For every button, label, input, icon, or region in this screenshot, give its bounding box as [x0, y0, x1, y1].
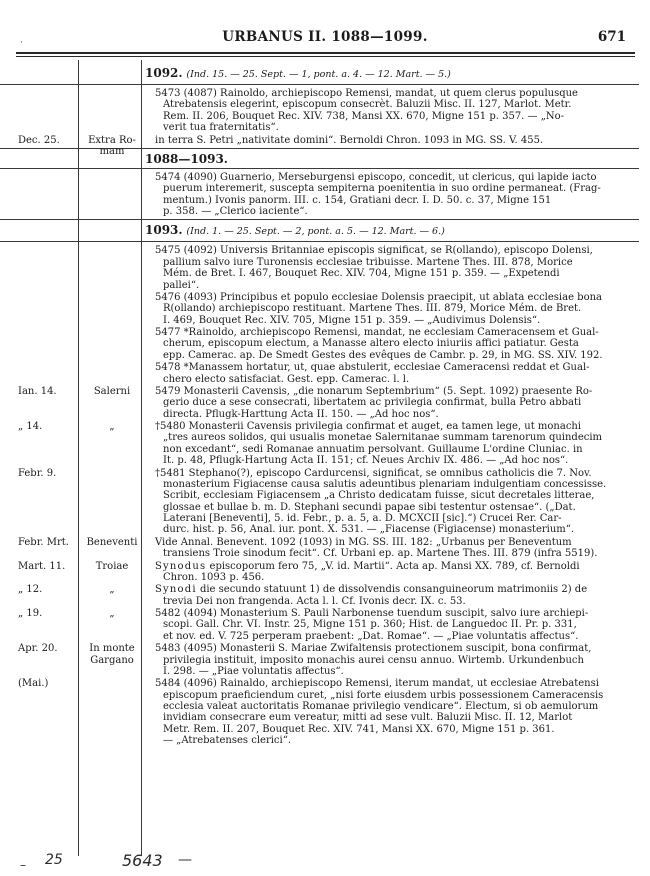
regest-entry [145, 327, 639, 361]
entry-line: chero electo satisfaciat. Gest. epp. Camerac. l. l. [163, 373, 410, 385]
entry-line: R(ollando) archiepiscopo restituant. Martene Thes. III. 879, Morice Mém. de Bret. [163, 303, 582, 315]
margin-place: „ [109, 608, 115, 619]
header-rule-top [16, 52, 635, 54]
entry-line: scopi. Gall. Chr. VI. Instr. 25, Migne 151 p. 360; Hist. de Languedoc II. Pr. p. 331, [163, 619, 577, 631]
entry-line: — „Atrebatenses clerici“. [163, 735, 292, 747]
year-heading [145, 152, 639, 166]
entry-line: †5480 Monasterii Cavensis privilegia confirmat et auget, ea tamen lege, ut monachi [155, 421, 582, 432]
regest-entry [145, 421, 639, 467]
entry-line: invidiam consecrare eum vereatur, mitti ad sese vult. Baluzii Misc. II. 12, Marlot [163, 712, 573, 724]
entry-line: 5478 *Manassem hortatur, ut, quae abstulerit, ecclesiae Cameracensi reddat et Gual- [155, 362, 590, 374]
page-number: 671 [597, 29, 626, 45]
margin-place: Extra Ro- mam [88, 134, 136, 157]
entry-line: monasterium Figiacense causa salutis adeuntibus plenariam indulgentiam concessisse. [163, 478, 607, 490]
year-label: 1093. [145, 223, 183, 238]
margin-date: Dec. 25. [18, 134, 60, 146]
year-heading [145, 66, 639, 82]
handwritten-left-note: 25 [45, 852, 63, 868]
entry-line: I. 298. — „Piae voluntatis affectus“. [163, 665, 344, 677]
entry-line: †5481 Stephano(?), episcopo Cardurcensi, significat, se omnibus catholicis die 7. Nov. [155, 467, 592, 479]
regest-entry [145, 362, 639, 385]
regest-entry [145, 386, 639, 420]
margin-date: Apr. 20. [18, 643, 58, 655]
regest-entry [145, 584, 639, 607]
margin-place: „ [109, 584, 115, 596]
entry-line: directa. Pflugk-Harttung Acta II. 150. — „Ad hoc nos“. [163, 408, 439, 420]
margin-place: „ [109, 421, 115, 432]
column-divider-place [141, 60, 142, 856]
entry-line: Mém. de Bret. I. 467, Bouquet Rec. XIV. 704, Migne 151 p. 359. — „Expetendi [163, 268, 560, 280]
entry-line: in terra S. Petri „nativitate domini“. Bernoldi Chron. 1093 in MG. SS. V. 455. [155, 134, 544, 146]
regest-entry [145, 537, 639, 560]
entry-line: epp. Camerac. ap. De Smedt Gestes des evêques de Cambr. p. 29, in MG. SS. XIV. 192. [163, 349, 603, 361]
entry-line: Atrebatensis elegerint, episcopum consecrèt. Baluzii Misc. II. 127, Marlot. Metr. [163, 99, 572, 111]
margin-dot-mark: · [20, 38, 23, 48]
entry-line: I. 469, Bouquet Rec. XIV. 705, Migne 151 p. 359. — „Audivimus Dolensis“. [163, 314, 541, 326]
entry-line: mentum.) Ivonis panorm. III. c. 154, Gratiani decr. I. D. 50. c. 37, Migne 151 [163, 194, 552, 206]
entry-line-text: die secundo statuunt 1) de dissolvendis consanguineorum matrimoniis 2) de [196, 584, 588, 596]
year-label: 1092. [145, 66, 183, 80]
handwritten-dash: — [178, 852, 192, 868]
entry-line: Metr. Rem. II. 207, Bouquet Rec. XIV. 741, Mansi XX. 670, Migne 151 p. 361. [163, 723, 555, 735]
year-indiction-meta: (Ind. 1. — 25. Sept. — 2, pont. a. 5. — 12. Mart. — 6.) [186, 226, 445, 238]
margin-place: Salerni [93, 385, 131, 397]
margin-place: Troiae [95, 560, 129, 572]
year-indiction-meta: (Ind. 15. — 25. Sept. — 1, pont. a. 4. — 12. Mart. — 5.) [186, 69, 451, 80]
year-heading [145, 223, 639, 239]
entry-line: episcopum praeficiendum curet, „nisi forte eiusdem urbis possessionem Cameracensis [163, 689, 604, 701]
margin-date: Mart. 11. [18, 560, 66, 572]
entry-line: pallei“. [163, 279, 200, 291]
entry-line: 5482 (4094) Monasterium S. Pauli Narbonense tuendum suscipit, salvo iure archiepi- [155, 608, 589, 619]
synod-label: Synodus [155, 560, 207, 572]
entry-line: trevia Dei non frangenda. Acta l. l. Cf. Ivonis decr. IX. c. 53. [163, 595, 466, 607]
entry-line: verit tua fraternitatis“. [163, 122, 279, 134]
year-heading-rule [0, 168, 639, 169]
entry-line: It. p. 48, Pflugk-Hartung Acta II. 151; cf. Neues Archiv IX. 486. — „Ad hoc nos“. [163, 455, 569, 467]
entry-line: glossae et bullae b. m. D. Stephani secundi papae sibi testentur ostensae“. („Dat. [163, 501, 576, 513]
regest-entry [145, 561, 639, 584]
entry-line: Scribit, ecclesiam Figiacensem „a Christo dedicatam fuisse, sicut decretales litterae, [163, 490, 595, 502]
entry-line [145, 584, 639, 595]
entry-line: Rem. II. 206, Bouquet Rec. XIV. 738, Mansi XX. 670, Migne 151 p. 357. — „No- [163, 110, 565, 122]
regest-entry [145, 292, 639, 326]
margin-date: „ 12. [18, 584, 43, 596]
regesta-text-column [145, 66, 639, 748]
year-label: 1088—1093. [145, 151, 228, 166]
entry-line: 5484 (4096) Rainaldo, archiepiscopo Remensi, iterum mandat, ut ecclesiae Atrebatensi [155, 678, 599, 690]
margin-date: Febr. Mrt. [18, 536, 69, 548]
entry-line: 5477 *Rainoldo, archiepiscopo Remensi, mandat, ne ecclesiam Cameracensem et Gual- [155, 327, 599, 338]
entry-line: Vide Annal. Benevent. 1092 (1093) in MG. SS. III. 182: „Urbanus per Beneventum [155, 536, 572, 548]
entry-line: puerum interemerit, suscepta sempiterna poenitentia in suo ordine permaneat. (Frag- [163, 183, 601, 195]
entry-line: 5473 (4087) Rainoldo, archiepiscopo Remensi, mandat, ut quem clerus populusque [155, 88, 578, 99]
regest-entry [145, 608, 639, 642]
entry-line: Chron. 1093 p. 456. [163, 571, 265, 583]
year-heading-rule [0, 84, 639, 85]
entry-line: privilegia instituit, imposito monachis aurei censu annuo. Wirtemb. Urkundenbuch [163, 654, 584, 666]
entry-line: „tres aureos solidos, qui usualis monetae Salernitanae summam tarenorum quindecim [163, 432, 603, 444]
regest-entry [145, 678, 639, 746]
margin-date: Ian. 14. [18, 385, 57, 397]
regest-entry [145, 468, 639, 536]
entry-line: gerio duce a sese consecrati, libertatem ac privilegia confirmat, bulla Petro abbati [163, 397, 582, 409]
running-header-title: URBANUS II. 1088—1099. [222, 29, 428, 45]
entry-line: 5475 (4092) Universis Britanniae episcopis significat, se R(ollando), episcopo Dolensi, [155, 245, 593, 257]
entry-line: durc. hist. p. 56, Anal. iur. pont. X. 531. — „Fiacense (Figiacense) monasterium“. [163, 524, 575, 536]
entry-line: 5476 (4093) Principibus et populo ecclesiae Dolensis praecipit, ut ablata ecclesiae bona [155, 291, 602, 303]
column-divider-date [78, 60, 79, 856]
regest-entry [145, 172, 639, 218]
margin-date: „ 19. [18, 608, 43, 619]
header-rule-bottom [16, 56, 635, 57]
entry-line: pallium salvo iure Turonensis ecclesiae tribuisse. Martene Thes. III. 878, Morice [163, 256, 573, 268]
margin-place: Beneventi [86, 536, 138, 548]
margin-date: „ 14. [18, 421, 43, 432]
section-rule [0, 219, 639, 220]
margin-dash-mark: – [20, 858, 26, 872]
entry-line [145, 561, 639, 572]
synod-label: Synodi [155, 584, 197, 596]
entry-line: transiens Troie sinodum fecit“. Cf. Urbani ep. ap. Martene Thes. III. 879 (infra 5519). [163, 548, 598, 560]
regest-entry [145, 135, 639, 146]
entry-line: ecclesia valeat auctoritatis Romanae privilegio vendicare“. Electum, si ob aemulorum [163, 701, 599, 712]
entry-line: et nov. ed. V. 725 perperam praebent: „Dat. Romae“. — „Piae voluntatis affectus“. [163, 630, 579, 642]
year-heading-rule [0, 241, 639, 242]
regest-entry [145, 245, 639, 291]
entry-line: p. 358. — „Clerico iaciente“. [163, 206, 308, 217]
entry-line-text: episcoporum fero 75, „V. id. Martii“. Acta ap. Mansi XX. 789, cf. Bernoldi [206, 560, 580, 572]
entry-line: 5483 (4095) Monasterii S. Mariae Zwifaltensis protectionem suscipit, bona confirmat, [155, 643, 592, 655]
margin-place: In monte Gargano [89, 643, 135, 666]
margin-date: Febr. 9. [18, 467, 57, 479]
entry-line: 5474 (4090) Guarnerio, Merseburgensi episcopo, concedit, ut clericus, qui lapide iacto [155, 171, 597, 183]
entry-line: cherum, episcopum electum, a Manasse altero electo iniuriis affici patiatur. Gesta [163, 338, 579, 350]
entry-line: 5479 Monasterii Cavensis, „die nonarum Septembrium“ (5. Sept. 1092) praesente Ro- [155, 385, 593, 397]
regest-entry [145, 643, 639, 677]
regest-entry [145, 88, 639, 134]
entry-line: non excedant“, sedi Romanae annuatim persolvant. Guillaume L'ordine Cluniac. in [163, 443, 583, 455]
handwritten-bottom-note: 5643 [122, 851, 163, 870]
margin-date: (Mai.) [18, 678, 49, 690]
entry-line: Laterani [Beneventi], 5. id. Febr., p. a. 5, a. D. MCXCII [sic].“) Crucei Rer. Car- [163, 513, 562, 524]
